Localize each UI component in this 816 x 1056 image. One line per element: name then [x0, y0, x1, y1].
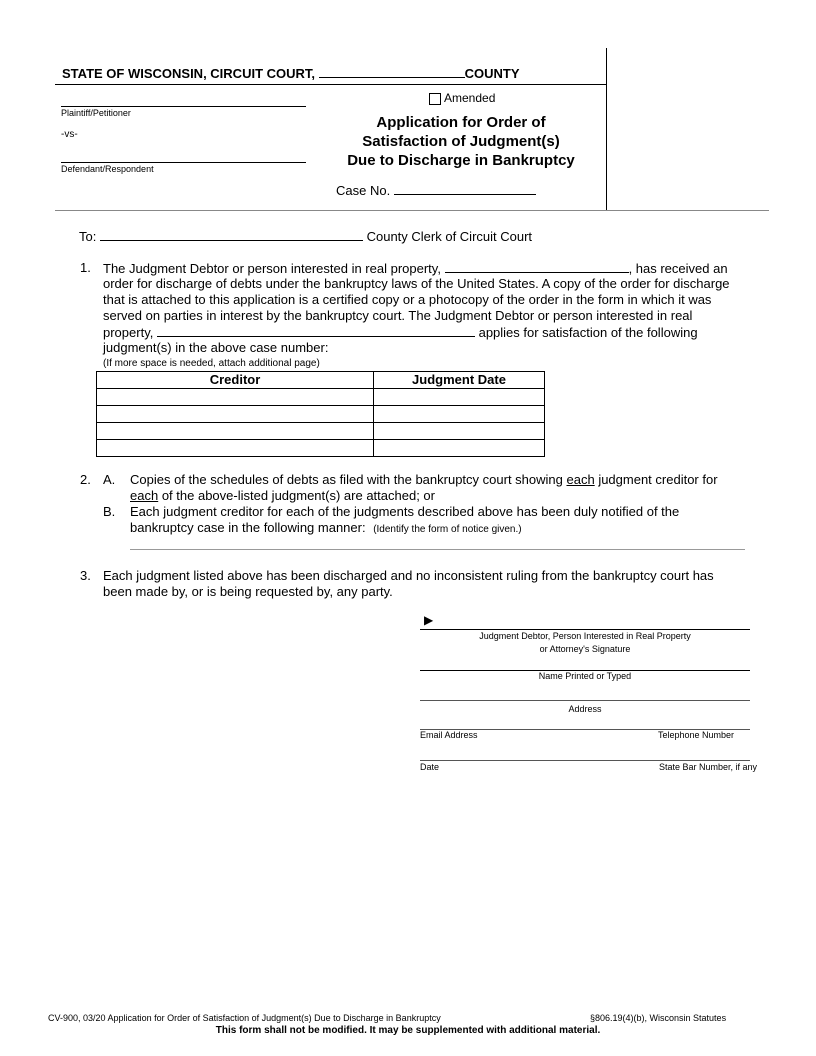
judgment-date-cell[interactable]	[374, 423, 545, 440]
address-caption: Address	[568, 704, 602, 714]
form-title	[320, 113, 602, 170]
item2-a-label: A.	[103, 472, 116, 487]
to-line	[79, 228, 532, 245]
state-bar-caption: State Bar Number, if any	[658, 762, 757, 772]
item1-line5	[103, 324, 698, 341]
item1-line2: order for discharge of debts under the bankruptcy laws of the United States. A copy of the order for discharge	[103, 276, 730, 291]
county-clerk-field[interactable]	[100, 228, 363, 241]
item2-a-line2-text: of the above-listed judgment(s) are attached; or	[161, 488, 435, 503]
footer-notice: This form shall not be modified. It may be supplemented with additional material.	[215, 1025, 601, 1036]
defendant-field[interactable]	[61, 162, 306, 163]
county-field[interactable]	[319, 65, 465, 78]
table-row	[97, 440, 545, 457]
address-field[interactable]	[420, 700, 750, 701]
amended-label: Amended	[444, 91, 496, 105]
title-line-2: Satisfaction of Judgment(s)	[362, 133, 560, 150]
interested-person-field[interactable]	[157, 324, 475, 337]
creditor-column-header: Creditor	[97, 372, 374, 389]
table-row	[97, 423, 545, 440]
item3-line1: Each judgment listed above has been discharged and no inconsistent ruling from the bankruptcy court has	[103, 568, 714, 583]
title-line-1: Application for Order of	[376, 114, 546, 131]
creditor-cell[interactable]	[97, 423, 374, 440]
judgment-date-cell[interactable]	[374, 406, 545, 423]
signature-caption-2: or Attorney's Signature	[539, 644, 631, 654]
to-label: To:	[79, 229, 97, 244]
item2-b-note: (Identify the form of notice given.)	[373, 524, 522, 535]
item2-a-line1-suffix: judgment creditor for	[598, 472, 718, 487]
item2-a-line1	[130, 472, 718, 488]
notice-form-field[interactable]	[130, 549, 745, 550]
header-vertical-divider	[606, 48, 607, 210]
item3-line2: been made by, or is being requested by, any party.	[103, 584, 393, 599]
item1-line1-text: The Judgment Debtor or person interested in real property,	[103, 261, 441, 276]
item3-number: 3.	[80, 568, 91, 583]
amended-checkbox[interactable]	[429, 93, 441, 105]
item2-b-line2-text: bankruptcy case in the following manner:	[130, 520, 366, 535]
to-suffix: County Clerk of Circuit Court	[366, 229, 533, 244]
creditor-cell[interactable]	[97, 389, 374, 406]
title-line-3: Due to Discharge in Bankruptcy	[347, 152, 575, 169]
item1-line4: served on parties in interest by the bankruptcy court. The Judgment Debtor or person interested in real	[103, 308, 693, 323]
creditor-cell[interactable]	[97, 440, 374, 457]
item1-line3: that is attached to this application is a certified copy or a photocopy of the order in the form in which it was	[103, 292, 712, 307]
item1-line1	[103, 260, 728, 277]
item2-number: 2.	[80, 472, 91, 487]
item1-line1-suffix: , has received an	[628, 261, 728, 276]
phone-caption: Telephone Number	[657, 730, 734, 740]
name-printed-caption: Name Printed or Typed	[538, 671, 632, 681]
footer-statute: §806.19(4)(b), Wisconsin Statutes	[590, 1013, 727, 1023]
item1-line5-text: property,	[103, 325, 154, 340]
creditor-cell[interactable]	[97, 406, 374, 423]
signature-arrow-icon: ▶	[424, 613, 434, 627]
date-caption: Date	[420, 762, 440, 772]
header-divider	[55, 84, 606, 85]
item2-b-line2	[130, 520, 522, 538]
header-bottom-rule	[55, 210, 769, 211]
signature-caption-1: Judgment Debtor, Person Interested in Real Property	[479, 631, 691, 641]
item1-number: 1.	[80, 260, 91, 275]
case-no-label: Case No.	[336, 183, 391, 198]
plaintiff-label: Plaintiff/Petitioner	[61, 108, 131, 118]
judgment-date-cell[interactable]	[374, 389, 545, 406]
email-caption: Email Address	[420, 730, 478, 740]
court-prefix: STATE OF WISCONSIN, CIRCUIT COURT,	[62, 66, 316, 81]
vs-label: -vs-	[61, 129, 78, 140]
judgment-date-cell[interactable]	[374, 440, 545, 457]
judgment-date-column-header: Judgment Date	[374, 372, 545, 389]
court-heading	[62, 65, 520, 82]
item1-line6: judgment(s) in the above case number:	[103, 340, 329, 355]
item2-b-label: B.	[103, 504, 116, 519]
plaintiff-field[interactable]	[61, 106, 306, 107]
county-suffix: COUNTY	[464, 66, 520, 81]
footer-form-id: CV-900, 03/20 Application for Order of Satisfaction of Judgment(s) Due to Discharge in Bankruptcy	[48, 1013, 441, 1023]
case-number-row	[336, 182, 536, 199]
item1-line5-suffix: applies for satisfaction of the following	[478, 325, 698, 340]
item2-a-line2	[130, 488, 435, 504]
item1-note: (If more space is needed, attach additional page)	[103, 358, 320, 369]
case-no-field[interactable]	[394, 182, 536, 195]
item2-b-line1: Each judgment creditor for each of the judgments described above has been duly notified of the	[130, 504, 680, 519]
item2-a-each-1: each	[566, 472, 595, 487]
table-row	[97, 406, 545, 423]
item2-a-line1-text: Copies of the schedules of debts as filed with the bankruptcy court showing	[130, 472, 563, 487]
defendant-label: Defendant/Respondent	[61, 164, 154, 174]
debtor-name-field[interactable]	[445, 260, 629, 273]
item2-a-each-2: each	[130, 488, 159, 503]
judgment-table	[96, 371, 545, 457]
table-row	[97, 389, 545, 406]
judgment-table-header	[97, 372, 545, 389]
